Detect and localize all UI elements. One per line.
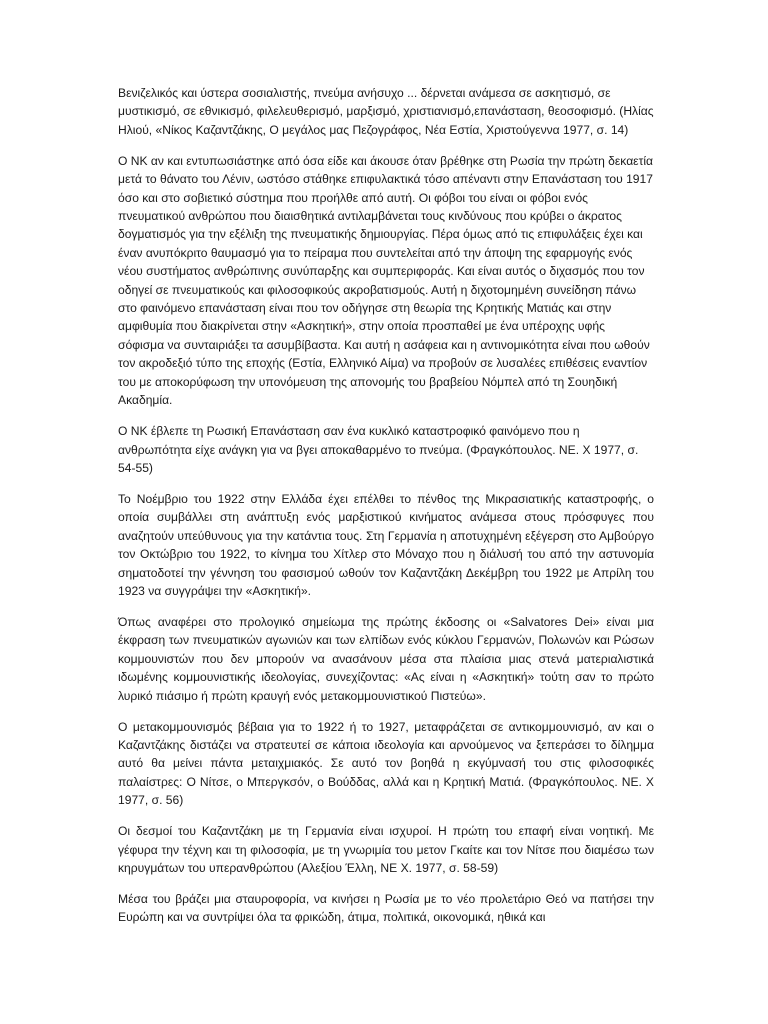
- paragraph-4: Το Νοέμβριο του 1922 στην Ελλάδα έχει επέλθει το πένθος της Μικρασιατικής καταστροφής, ο οποία συμβάλλει στη ανάπτυξη ενός μαρξιστικού κινήματος ανάμεσα στους πρόσφυγες που αναζητούν υπεύθυνους για την κατάντια τους. Στη Γερμανία η αποτυχημένη εξέγερση στο Αμβούργο τον Οκτώβριο του 1922, το κίνημα του Χίτλερ στο Μόναχο που η διάλυσή του από την αστυνομία σηματοδοτεί την γέννηση του φασισμού ωθούν τον Καζαντζάκη Δεκέμβρη του 1922 με Απρίλη του 1923 να συγγράψει την «Ασκητική».: [118, 491, 654, 598]
- paragraph-8: Μέσα του βράζει μια σταυροφορία, να κινήσει η Ρωσία με το νέο προλετάριο Θεό να πατήσει την Ευρώπη και να συντρίψει όλα τα φρικώδη, άτιμα, πολιτικά, οικονομικά, ηθικά και: [118, 892, 654, 925]
- paragraph-1: Βενιζελικός και ύστερα σοσιαλιστής, πνεύμα ανήσυχο ... δέρνεται ανάμεσα σε ασκητισμό, σε μυστικισμό, σε εθνικισμό, φιλελευθερισμό, μαρξισμό, χριστιανισμό,επανάσταση, θεοσοφισμό. (Ηλίας Ηλιού, «Νίκος Καζαντζάκης, Ο μεγάλος μας Πεζογράφος, Νέα Εστία, Χριστούγεννα 1977, σ. 14): [118, 86, 654, 137]
- paragraph-5: Όπως αναφέρει στο προλογικό σημείωμα της πρώτης έκδοσης οι «Salvatores Dei» είναι μια έκφραση των πνευματικών αγωνιών και των ελπίδων ενός κύκλου Γερμανών, Πολωνών και Ρώσων κομμουνιστών που δεν μπορούν να ανασάνουν μέσα στα πλαίσια μιας στενά ματεριαλιστικά ιδωμένης κομμουνιστικής ιδεολογίας, συνεχίζοντας: «Ας είναι η «Ασκητική» τούτη σαν το πρώτο λυρικό πιάσιμο ή πρώτη κραυγή ενός μετακομμουνιστικού Πιστεύω».: [118, 614, 654, 703]
- paragraph-7: Οι δεσμοί του Καζαντζάκη με τη Γερμανία είναι ισχυροί. Η πρώτη του επαφή είναι νοητική. Με γέφυρα την τέχνη και τη φιλοσοφία, με τη γνωριμία του μετον Γκαίτε και τον Νίτσε που διαμέσω των κηρυγμάτων του υπερανθρώπου (Αλεξίου Έλλη, ΝΕ Χ. 1977, σ. 58-59): [118, 824, 654, 875]
- document-page: [118, 84, 654, 939]
- paragraph-6: Ο μετακομμουνισμός βέβαια για το 1922 ή το 1927, μεταφράζεται σε αντικομμουνισμό, αν και ο Καζαντζάκης διστάζει να στρατευτεί σε κάποια ιδεολογία και αρνούμενος να ξεπεράσει το δίλημμα αυτό θα μείνει πάντα μεταιχμιακός. Σε αυτό τον βοηθά η εκγύμνασή του στις φιλοσοφικές παλαίστρες: Ο Νίτσε, ο Μπεργκσόν, ο Βούδδας, αλλά και η Κρητική Ματιά. (Φραγκόπουλος. ΝΕ. Χ 1977, σ. 56): [118, 719, 654, 808]
- paragraph-3: Ο ΝΚ έβλεπε τη Ρωσική Επανάσταση σαν ένα κυκλικό καταστροφικό φαινόμενο που η ανθρωπότητα είχε ανάγκη για να βγει αποκαθαρμένο το πνεύμα. (Φραγκόπουλος. ΝΕ. Χ 1977, σ. 54-55): [118, 424, 639, 475]
- paragraph-2: Ο ΝΚ αν και εντυπωσιάστηκε από όσα είδε και άκουσε όταν βρέθηκε στη Ρωσία την πρώτη δεκαετία μετά το θάνατο του Λένιν, ωστόσο στάθηκε επιφυλακτικά τόσο απέναντι στην Επανάσταση του 1917 όσο και στο σοβιετικό σύστημα που προήλθε από αυτή. Οι φόβοι του είναι οι φόβοι ενός πνευματικού ανθρώπου που διαισθητικά αντιλαμβάνεται τους κινδύνους που κρύβει ο άκρατος δογματισμός για την εξέλιξη της πνευματικής δημιουργίας. Πέρα όμως από τις επιφυλάξεις έχει και έναν ανυπόκριτο θαυμασμό για το πείραμα που συντελείται από την άποψη της εφαρμογής ενός νέου συστήματος ανθρώπινης συνύπαρξης και συμπεριφοράς. Και είναι αυτός ο διχασμός που τον οδηγεί σε πνευματικούς και φιλοσοφικούς ακροβατισμούς. Αυτή η διχοτομημένη συνείδηση πάνω στο φαινόμενο επανάσταση είναι που τον οδήγησε στη θεωρία της Κρητικής Ματιάς και στην αμφιθυμία που διακρίνεται στην «Ασκητική», στην οποία προσπαθεί με ένα υπέροχης υφής σόφισμα να συνταιριάξει τα ασυμβίβαστα. Και αυτή η ασάφεια και η αντινομικότητα είναι που ωθούν τον ακροδεξιό τύπο της εποχής (Εστία, Ελληνικό Αίμα) να προβούν σε λυσαλέες επιθέσεις εναντίον του με αποκορύφωση την υπονόμευση της απονομής του βραβείου Νόμπελ από τη Σουηδική Ακαδημία.: [118, 153, 654, 408]
